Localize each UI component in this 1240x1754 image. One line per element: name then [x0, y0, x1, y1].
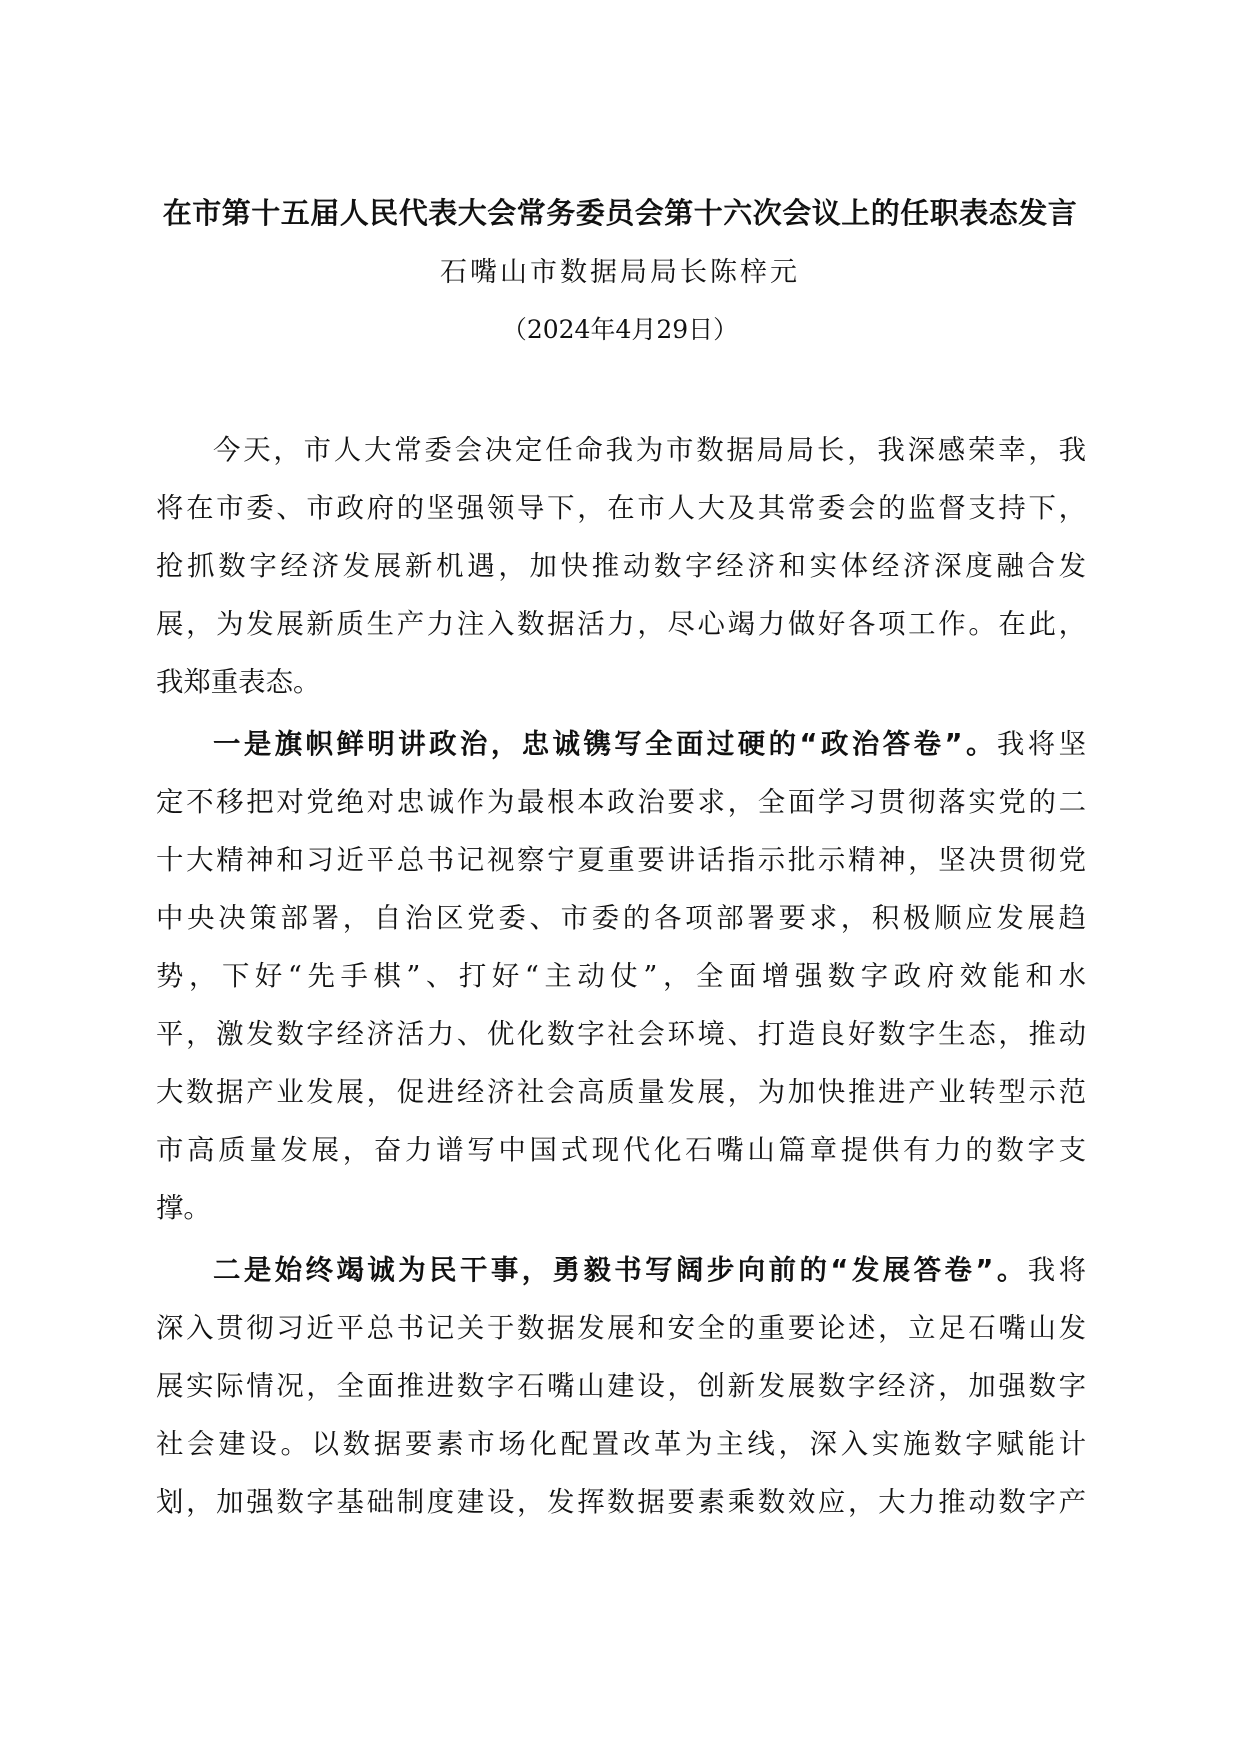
paragraph-line: 划，加强数字基础制度建设，发挥数据要素乘数效应，大力推动数字产: [156, 1487, 1086, 1518]
paragraph-line: 今天，市人大常委会决定任命我为市数据局局长，我深感荣幸，我: [213, 435, 1086, 466]
paragraph-line: 将在市委、市政府的坚强领导下，在市人大及其常委会的监督支持下，: [156, 493, 1086, 524]
paragraph-line: 定不移把对党绝对忠诚作为最根本政治要求，全面学习贯彻落实党的二: [156, 787, 1086, 818]
paragraph-line: 平，激发数字经济活力、优化数字社会环境、打造良好数字生态，推动: [156, 1019, 1086, 1050]
paragraph-line: 撑。: [156, 1193, 211, 1224]
document-body: [156, 426, 1086, 1536]
paragraph-line: 抢抓数字经济发展新机遇，加快推动数字经济和实体经济深度融合发: [156, 551, 1086, 582]
speech-date: （2024年4月29日）: [501, 315, 739, 344]
document-title: 在市第十五届人民代表大会常务委员会第十六次会议上的任职表态发言: [162, 196, 1078, 230]
paragraph-first-line: [156, 720, 1086, 778]
paragraph-heading: 二是始终竭诚为民干事，勇毅书写阔步向前的“发展答卷”。: [213, 1255, 1028, 1286]
paragraph-line: 深入贯彻习近平总书记关于数据发展和安全的重要论述，立足石嘴山发: [156, 1313, 1086, 1344]
paragraph-political: [156, 720, 1086, 1242]
paragraph-line: 大数据产业发展，促进经济社会高质量发展，为加快推进产业转型示范: [156, 1077, 1086, 1108]
paragraph-line: 社会建设。以数据要素市场化配置改革为主线，深入实施数字赋能计: [156, 1429, 1086, 1460]
paragraph-text: 我将: [1027, 1255, 1086, 1286]
paragraph-line: 展，为发展新质生产力注入数据活力，尽心竭力做好各项工作。在此，: [156, 609, 1086, 640]
paragraph-first-line: [156, 1246, 1086, 1304]
paragraph-line: 我郑重表态。: [156, 667, 321, 698]
paragraph-line: 十大精神和习近平总书记视察宁夏重要讲话指示批示精神，坚决贯彻党: [156, 845, 1086, 876]
paragraph-development: [156, 1246, 1086, 1536]
paragraph-line: 展实际情况，全面推进数字石嘴山建设，创新发展数字经济，加强数字: [156, 1371, 1086, 1402]
paragraph-line: 势，下好“先手棋”、打好“主动仗”，全面增强数字政府效能和水: [156, 961, 1086, 992]
paragraph-text: 我将坚: [996, 729, 1086, 760]
paragraph-intro: [156, 426, 1086, 716]
paragraph-line: 中央决策部署，自治区党委、市委的各项部署要求，积极顺应发展趋: [156, 903, 1086, 934]
paragraph-heading: 一是旗帜鲜明讲政治，忠诚镌写全面过硬的“政治答卷”。: [213, 729, 997, 760]
speaker-line: 石嘴山市数据局局长陈梓元: [440, 257, 800, 288]
paragraph-line: 市高质量发展，奋力谱写中国式现代化石嘴山篇章提供有力的数字支: [156, 1135, 1086, 1166]
